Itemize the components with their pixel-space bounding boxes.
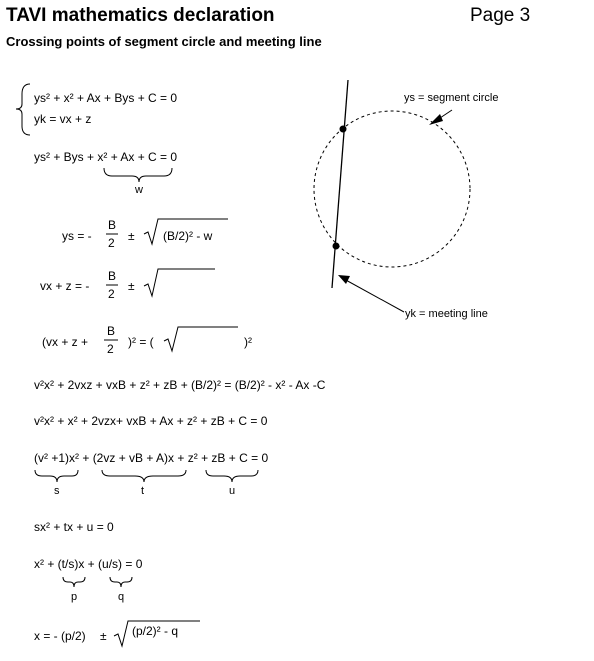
line8-equation: sx² + tx + u = 0	[34, 520, 114, 534]
t-label: t	[141, 485, 145, 497]
line7-equation	[34, 451, 268, 465]
line6-equation: v²x² + x² + 2vzx+ vxB + Ax + z² + zB + C = 0	[34, 414, 268, 428]
step4-numerator: B	[107, 324, 116, 338]
step2-denominator: 2	[108, 236, 115, 250]
line7-tail: = 0	[247, 451, 269, 465]
segment-circle-label: ys = segment circle	[404, 92, 499, 104]
step4-middle: )² = (	[128, 335, 154, 349]
step3-radical	[144, 269, 215, 296]
step1-equation	[34, 150, 177, 164]
page-number: Page 3	[470, 5, 531, 26]
line9-equation	[34, 557, 142, 571]
step1-tail: = 0	[156, 150, 178, 164]
p-underbrace	[63, 577, 85, 587]
line-pointer-line	[344, 279, 404, 312]
step1-left: ys² + Bys +	[34, 150, 98, 164]
crossing-point-lower	[333, 243, 340, 250]
step2-lhs: ys = -	[62, 229, 92, 243]
step3-plus-minus: ±	[128, 279, 135, 293]
line7-t-term: (2vz + vB + A)x	[92, 451, 175, 465]
s-label: s	[54, 485, 60, 497]
line9-q-term: (u/s)	[98, 557, 123, 571]
meeting-line	[332, 80, 348, 288]
step2-plus-minus: ±	[128, 229, 135, 243]
q-underbrace	[110, 577, 132, 587]
line-arrowhead	[338, 275, 350, 284]
s-underbrace	[35, 470, 78, 482]
step2-numerator: B	[108, 218, 117, 232]
line9-p-term: (t/s)	[57, 557, 79, 571]
line9-tail: = 0	[122, 557, 143, 571]
line5-equation: v²x² + 2vxz + vxB + z² + zB + (B/2)² = (B/2)² - x² - Ax -C	[34, 378, 326, 392]
step3-numerator: B	[108, 269, 117, 283]
t-underbrace	[102, 470, 186, 482]
u-label: u	[229, 485, 236, 497]
step3-denominator: 2	[108, 287, 115, 301]
meeting-line-label: yk = meeting line	[405, 308, 488, 320]
page-title: TAVI mathematics declaration	[6, 5, 275, 26]
step1-right: x² + Ax + C	[97, 150, 157, 164]
line7-s-term: (v² +1)x²	[34, 451, 79, 465]
line7-plus: +	[79, 451, 93, 465]
system-brace	[16, 84, 30, 135]
line9-x2: x² +	[34, 557, 58, 571]
page-subtitle: Crossing points of segment circle and meeting line	[6, 34, 322, 49]
step4-denominator: 2	[107, 342, 114, 356]
line7-u-term: z² + zB + C	[187, 451, 248, 465]
crossing-point-upper	[340, 126, 347, 133]
final-plus-minus: ±	[100, 629, 107, 643]
final-radicand: (p/2)² - q	[132, 624, 179, 638]
w-label: w	[135, 184, 143, 196]
final-lhs: x = - (p/2)	[34, 629, 86, 643]
step2-radicand: (B/2)² - w	[163, 229, 213, 243]
line9-x: x +	[78, 557, 99, 571]
system-equation-2: yk = vx + z	[34, 112, 92, 126]
step3-lhs: vx + z = -	[40, 279, 90, 293]
system-equation-1: ys² + x² + Ax + Bys + C = 0	[34, 91, 178, 105]
step4-lhs: (vx + z +	[42, 335, 89, 349]
w-underbrace	[104, 168, 172, 182]
p-label: p	[71, 591, 78, 603]
line7-plus2: +	[174, 451, 188, 465]
q-label: q	[118, 591, 125, 603]
step4-radical	[164, 327, 238, 351]
step4-tail: )²	[244, 335, 252, 349]
u-underbrace	[206, 470, 258, 482]
circle-arrowhead	[429, 114, 443, 125]
